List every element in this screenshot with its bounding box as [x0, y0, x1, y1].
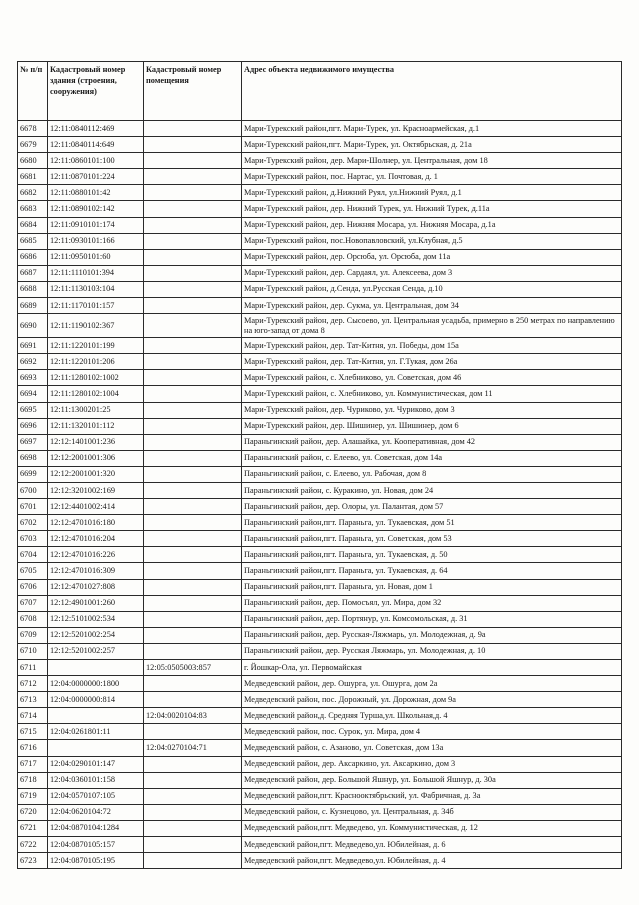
header-building-cadastre: Кадастровый номер здания (строения, сооружения)	[48, 62, 144, 121]
cell-building-cadastre: 12:12:1401001:236	[48, 434, 144, 450]
cell-address: Медведевский район,пгт. Медведево,ул. Юбилейная, д. 6	[242, 837, 622, 853]
cell-room-cadastre	[144, 281, 242, 297]
cell-building-cadastre: 12:11:1320101:112	[48, 418, 144, 434]
cell-address: Мари-Турекский район, дер. Сысоево, ул. Центральная усадьба, примерно в 250 метрах по направлению на юго-запад от дома 8	[242, 314, 622, 338]
table-row	[18, 595, 622, 611]
cell-building-cadastre	[48, 660, 144, 676]
cell-room-cadastre	[144, 627, 242, 643]
cell-address: Мари-Турекский район,пгт. Мари-Турек, ул. Красноармейская, д.1	[242, 121, 622, 137]
cell-address: Параньгинский район, дер. Русская Ляжмарь, ул. Молодежная, д. 10	[242, 643, 622, 659]
table-row	[18, 724, 622, 740]
cell-address: Медведевский район, пос. Сурок, ул. Мира, дом 4	[242, 724, 622, 740]
cell-address: Мари-Турекский район, пос. Нартас, ул. Почтовая, д. 1	[242, 169, 622, 185]
cell-building-cadastre: 12:04:0000000:1800	[48, 676, 144, 692]
cell-address: Параньгинский район, с. Куракино, ул. Новая, дом 24	[242, 482, 622, 498]
cell-room-cadastre	[144, 579, 242, 595]
cell-num: 6695	[18, 402, 48, 418]
table-row	[18, 853, 622, 869]
cell-room-cadastre	[144, 466, 242, 482]
table-row	[18, 466, 622, 482]
cell-room-cadastre	[144, 611, 242, 627]
cell-address: Мари-Турекский район, дер. Орсюба, ул. Орсюба, дом 11а	[242, 249, 622, 265]
cell-room-cadastre	[144, 249, 242, 265]
table-row	[18, 281, 622, 297]
cell-building-cadastre: 12:11:1220101:199	[48, 338, 144, 354]
cell-room-cadastre	[144, 531, 242, 547]
cell-building-cadastre: 12:12:5201002:257	[48, 643, 144, 659]
cell-building-cadastre: 12:04:0870105:157	[48, 837, 144, 853]
table-header-row	[18, 62, 622, 121]
cell-num: 6693	[18, 370, 48, 386]
cell-building-cadastre: 12:11:0890102:142	[48, 201, 144, 217]
cell-building-cadastre: 12:04:0000000:814	[48, 692, 144, 708]
cell-num: 6719	[18, 788, 48, 804]
cell-room-cadastre	[144, 788, 242, 804]
cell-num: 6697	[18, 434, 48, 450]
cell-room-cadastre	[144, 418, 242, 434]
table-row	[18, 450, 622, 466]
cell-num: 6722	[18, 837, 48, 853]
table-row	[18, 418, 622, 434]
table-row	[18, 837, 622, 853]
table-row	[18, 298, 622, 314]
table-row	[18, 137, 622, 153]
cell-address: Медведевский район,пгт. Медведево, ул. Коммунистическая, д. 12	[242, 820, 622, 836]
cell-num: 6710	[18, 643, 48, 659]
cell-address: Мари-Турекский район, пос.Новопавловский, ул.Клубная, д.5	[242, 233, 622, 249]
cell-room-cadastre	[144, 434, 242, 450]
cell-room-cadastre	[144, 354, 242, 370]
cell-num: 6702	[18, 515, 48, 531]
cell-address: Мари-Турекский район, с. Хлебниково, ул. Коммунистическая, дом 11	[242, 386, 622, 402]
table-body	[18, 121, 622, 869]
cell-num: 6682	[18, 185, 48, 201]
table-row	[18, 354, 622, 370]
cell-address: Медведевский район,д. Средняя Турша,ул. Школьная,д. 4	[242, 708, 622, 724]
cell-room-cadastre	[144, 724, 242, 740]
table-row	[18, 676, 622, 692]
cell-num: 6689	[18, 298, 48, 314]
cell-building-cadastre: 12:12:4901001:260	[48, 595, 144, 611]
cell-num: 6699	[18, 466, 48, 482]
cell-num: 6679	[18, 137, 48, 153]
table-row	[18, 499, 622, 515]
cell-room-cadastre	[144, 804, 242, 820]
cell-address: г. Йошкар-Ола, ул. Первомайская	[242, 660, 622, 676]
cell-building-cadastre: 12:12:4701016:204	[48, 531, 144, 547]
cell-building-cadastre: 12:11:1220101:206	[48, 354, 144, 370]
cell-address: Мари-Турекский район, д.Сенда, ул.Русская Сенда, д.10	[242, 281, 622, 297]
table-row	[18, 660, 622, 676]
cell-room-cadastre	[144, 386, 242, 402]
table-row	[18, 185, 622, 201]
cell-address: Мари-Турекский район, дер. Шишинер, ул. Шишинер, дом 6	[242, 418, 622, 434]
cell-building-cadastre	[48, 740, 144, 756]
cell-room-cadastre	[144, 820, 242, 836]
cell-room-cadastre	[144, 153, 242, 169]
table-row	[18, 153, 622, 169]
table-row	[18, 692, 622, 708]
cell-num: 6678	[18, 121, 48, 137]
table-row	[18, 772, 622, 788]
table-row	[18, 338, 622, 354]
cell-building-cadastre: 12:11:1110101:394	[48, 265, 144, 281]
cell-building-cadastre: 12:04:0870105:195	[48, 853, 144, 869]
cell-address: Параньгинский район,пгт. Параньга, ул. Советская, дом 53	[242, 531, 622, 547]
cell-address: Медведевский район, с. Кузнецово, ул. Центральная, д. 34б	[242, 804, 622, 820]
table-row	[18, 169, 622, 185]
cell-address: Медведевский район,пгт. Медведево,ул. Юбилейная, д. 4	[242, 853, 622, 869]
cell-num: 6696	[18, 418, 48, 434]
table-row	[18, 627, 622, 643]
cell-num: 6714	[18, 708, 48, 724]
header-room-cadastre: Кадастровый номер помещения	[144, 62, 242, 121]
cell-address: Мари-Турекский район, дер. Сукма, ул. Центральная, дом 34	[242, 298, 622, 314]
cell-num: 6705	[18, 563, 48, 579]
cell-address: Мари-Турекский район, дер. Мари-Шолнер, ул. Центральная, дом 18	[242, 153, 622, 169]
cell-building-cadastre: 12:11:0840114:649	[48, 137, 144, 153]
cell-room-cadastre	[144, 643, 242, 659]
cell-room-cadastre	[144, 515, 242, 531]
cell-room-cadastre	[144, 595, 242, 611]
table-row	[18, 233, 622, 249]
table-row	[18, 708, 622, 724]
cell-room-cadastre	[144, 402, 242, 418]
cell-building-cadastre: 12:11:1190102:367	[48, 314, 144, 338]
cell-address: Мари-Турекский район, дер. Сардаял, ул. Алексеева, дом 3	[242, 265, 622, 281]
cell-room-cadastre	[144, 314, 242, 338]
cell-num: 6692	[18, 354, 48, 370]
table-row	[18, 386, 622, 402]
cell-address: Параньгинский район,пгт. Параньга, ул. Тукаевская, дом 51	[242, 515, 622, 531]
cell-building-cadastre: 12:12:4401002:414	[48, 499, 144, 515]
cell-address: Параньгинский район, с. Елеево, ул. Советская, дом 14а	[242, 450, 622, 466]
table-row	[18, 547, 622, 563]
cell-address: Медведевский район, дер. Аксаркино, ул. Аксаркино, дом 3	[242, 756, 622, 772]
cell-building-cadastre: 12:11:0880101:42	[48, 185, 144, 201]
cell-num: 6686	[18, 249, 48, 265]
cell-address: Параньгинский район, с. Елеево, ул. Рабочая, дом 8	[242, 466, 622, 482]
table-row	[18, 217, 622, 233]
cell-building-cadastre: 12:11:1130103:104	[48, 281, 144, 297]
cell-room-cadastre	[144, 233, 242, 249]
cell-address: Медведевский район, дер. Большой Яшнур, ул. Большой Яшнур, д. 30а	[242, 772, 622, 788]
cell-room-cadastre	[144, 499, 242, 515]
cell-num: 6698	[18, 450, 48, 466]
table-row	[18, 434, 622, 450]
cell-room-cadastre	[144, 772, 242, 788]
cell-num: 6685	[18, 233, 48, 249]
cell-address: Параньгинский район,пгт. Параньга, ул. Новая, дом 1	[242, 579, 622, 595]
table-row	[18, 563, 622, 579]
cell-address: Параньгинский район, дер. Портянур, ул. Комсомольская, д. 31	[242, 611, 622, 627]
table-row	[18, 121, 622, 137]
cell-address: Параньгинский район, дер. Помосъял, ул. Мира, дом 32	[242, 595, 622, 611]
cell-building-cadastre: 12:11:0860101:100	[48, 153, 144, 169]
table-row	[18, 579, 622, 595]
table-row	[18, 531, 622, 547]
cell-num: 6707	[18, 595, 48, 611]
cell-room-cadastre	[144, 370, 242, 386]
cell-num: 6690	[18, 314, 48, 338]
cell-room-cadastre: 12:05:0505003:857	[144, 660, 242, 676]
cell-room-cadastre: 12:04:0270104:71	[144, 740, 242, 756]
cell-address: Мари-Турекский район, дер. Нижняя Мосара, ул. Нижняя Мосара, д.1а	[242, 217, 622, 233]
cell-building-cadastre: 12:12:5201002:254	[48, 627, 144, 643]
cell-num: 6711	[18, 660, 48, 676]
property-register-table	[17, 61, 622, 869]
cell-address: Медведевский район, пос. Дорожный, ул. Дорожная, дом 9а	[242, 692, 622, 708]
cell-num: 6713	[18, 692, 48, 708]
cell-address: Параньгинский район,пгт. Параньга, ул. Тукаевская, д. 64	[242, 563, 622, 579]
cell-building-cadastre: 12:11:0910101:174	[48, 217, 144, 233]
cell-num: 6720	[18, 804, 48, 820]
cell-building-cadastre: 12:12:2001001:320	[48, 466, 144, 482]
cell-num: 6704	[18, 547, 48, 563]
cell-building-cadastre: 12:04:0570107:105	[48, 788, 144, 804]
table-row	[18, 402, 622, 418]
cell-room-cadastre	[144, 169, 242, 185]
cell-num: 6721	[18, 820, 48, 836]
table-row	[18, 788, 622, 804]
cell-room-cadastre	[144, 853, 242, 869]
cell-address: Мари-Турекский район, дер. Тат-Китня, ул. Г.Тукая, дом 26а	[242, 354, 622, 370]
cell-room-cadastre	[144, 563, 242, 579]
cell-room-cadastre	[144, 265, 242, 281]
cell-room-cadastre	[144, 482, 242, 498]
cell-address: Медведевский район, с. Азаново, ул. Советская, дом 13а	[242, 740, 622, 756]
cell-building-cadastre: 12:12:3201002:169	[48, 482, 144, 498]
cell-address: Параньгинский район, дер. Алашайка, ул. Кооперативная, дом 42	[242, 434, 622, 450]
cell-num: 6694	[18, 386, 48, 402]
table-row	[18, 249, 622, 265]
cell-building-cadastre: 12:11:1300201:25	[48, 402, 144, 418]
cell-address: Параньгинский район, дер. Олоры, ул. Палантая, дом 57	[242, 499, 622, 515]
cell-address: Мари-Турекский район,пгт. Мари-Турек, ул. Октябрьская, д. 21а	[242, 137, 622, 153]
table-row	[18, 515, 622, 531]
cell-building-cadastre: 12:04:0360101:158	[48, 772, 144, 788]
cell-num: 6687	[18, 265, 48, 281]
cell-building-cadastre: 12:04:0620104:72	[48, 804, 144, 820]
cell-building-cadastre: 12:12:4701027:808	[48, 579, 144, 595]
cell-num: 6688	[18, 281, 48, 297]
cell-room-cadastre	[144, 837, 242, 853]
cell-room-cadastre	[144, 676, 242, 692]
cell-num: 6700	[18, 482, 48, 498]
cell-room-cadastre	[144, 121, 242, 137]
cell-room-cadastre	[144, 450, 242, 466]
cell-room-cadastre	[144, 185, 242, 201]
cell-num: 6684	[18, 217, 48, 233]
table-row	[18, 804, 622, 820]
cell-num: 6708	[18, 611, 48, 627]
table-row	[18, 643, 622, 659]
cell-num: 6716	[18, 740, 48, 756]
table-row	[18, 482, 622, 498]
table-row	[18, 756, 622, 772]
header-address: Адрес объекта недвижимого имущества	[242, 62, 622, 121]
cell-num: 6717	[18, 756, 48, 772]
cell-num: 6715	[18, 724, 48, 740]
cell-room-cadastre: 12:04:0020104:83	[144, 708, 242, 724]
cell-building-cadastre: 12:12:4701016:226	[48, 547, 144, 563]
cell-building-cadastre: 12:04:0870104:1284	[48, 820, 144, 836]
table-row	[18, 611, 622, 627]
cell-building-cadastre: 12:11:1280102:1002	[48, 370, 144, 386]
cell-room-cadastre	[144, 137, 242, 153]
cell-address: Мари-Турекский район, с. Хлебниково, ул. Советская, дом 46	[242, 370, 622, 386]
cell-num: 6706	[18, 579, 48, 595]
cell-address: Мари-Турекский район, дер. Нижний Турек, ул. Нижний Турек, д.11а	[242, 201, 622, 217]
cell-address: Медведевский район,пгт. Краснооктябрьский, ул. Фабричная, д. 3а	[242, 788, 622, 804]
cell-num: 6718	[18, 772, 48, 788]
cell-building-cadastre: 12:12:2001001:306	[48, 450, 144, 466]
cell-num: 6703	[18, 531, 48, 547]
table-row	[18, 201, 622, 217]
header-num: № п/п	[18, 62, 48, 121]
cell-building-cadastre: 12:11:0950101:60	[48, 249, 144, 265]
cell-room-cadastre	[144, 692, 242, 708]
cell-building-cadastre: 12:12:5101002:534	[48, 611, 144, 627]
cell-building-cadastre	[48, 708, 144, 724]
cell-address: Мари-Турекский район, дер. Чуриково, ул. Чуриково, дом 3	[242, 402, 622, 418]
cell-address: Мари-Турекский район, дер. Тат-Китня, ул. Победы, дом 15а	[242, 338, 622, 354]
cell-building-cadastre: 12:11:0870101:224	[48, 169, 144, 185]
cell-building-cadastre: 12:12:4701016:180	[48, 515, 144, 531]
cell-building-cadastre: 12:12:4701016:309	[48, 563, 144, 579]
cell-num: 6712	[18, 676, 48, 692]
cell-address: Параньгинский район, дер. Русская-Ляжмарь, ул. Молодежная, д. 9а	[242, 627, 622, 643]
cell-num: 6709	[18, 627, 48, 643]
cell-building-cadastre: 12:04:0261801:11	[48, 724, 144, 740]
cell-address: Мари-Турекский район, д.Нижний Руял, ул.Нижний Руял, д.1	[242, 185, 622, 201]
cell-address: Параньгинский район,пгт. Параньга, ул. Тукаевская, д. 50	[242, 547, 622, 563]
cell-num: 6691	[18, 338, 48, 354]
cell-building-cadastre: 12:11:1280102:1004	[48, 386, 144, 402]
table-row	[18, 314, 622, 338]
table-row	[18, 820, 622, 836]
cell-room-cadastre	[144, 298, 242, 314]
cell-room-cadastre	[144, 547, 242, 563]
cell-room-cadastre	[144, 217, 242, 233]
cell-num: 6723	[18, 853, 48, 869]
cell-num: 6681	[18, 169, 48, 185]
table-row	[18, 370, 622, 386]
cell-building-cadastre: 12:04:0290101:147	[48, 756, 144, 772]
cell-building-cadastre: 12:11:0930101:166	[48, 233, 144, 249]
table-row	[18, 740, 622, 756]
cell-num: 6680	[18, 153, 48, 169]
cell-building-cadastre: 12:11:1170101:157	[48, 298, 144, 314]
cell-room-cadastre	[144, 338, 242, 354]
cell-num: 6701	[18, 499, 48, 515]
cell-room-cadastre	[144, 756, 242, 772]
cell-num: 6683	[18, 201, 48, 217]
cell-building-cadastre: 12:11:0840112:469	[48, 121, 144, 137]
cell-room-cadastre	[144, 201, 242, 217]
cell-address: Медведевский район, дер. Ошурга, ул. Ошурга, дом 2а	[242, 676, 622, 692]
table-row	[18, 265, 622, 281]
